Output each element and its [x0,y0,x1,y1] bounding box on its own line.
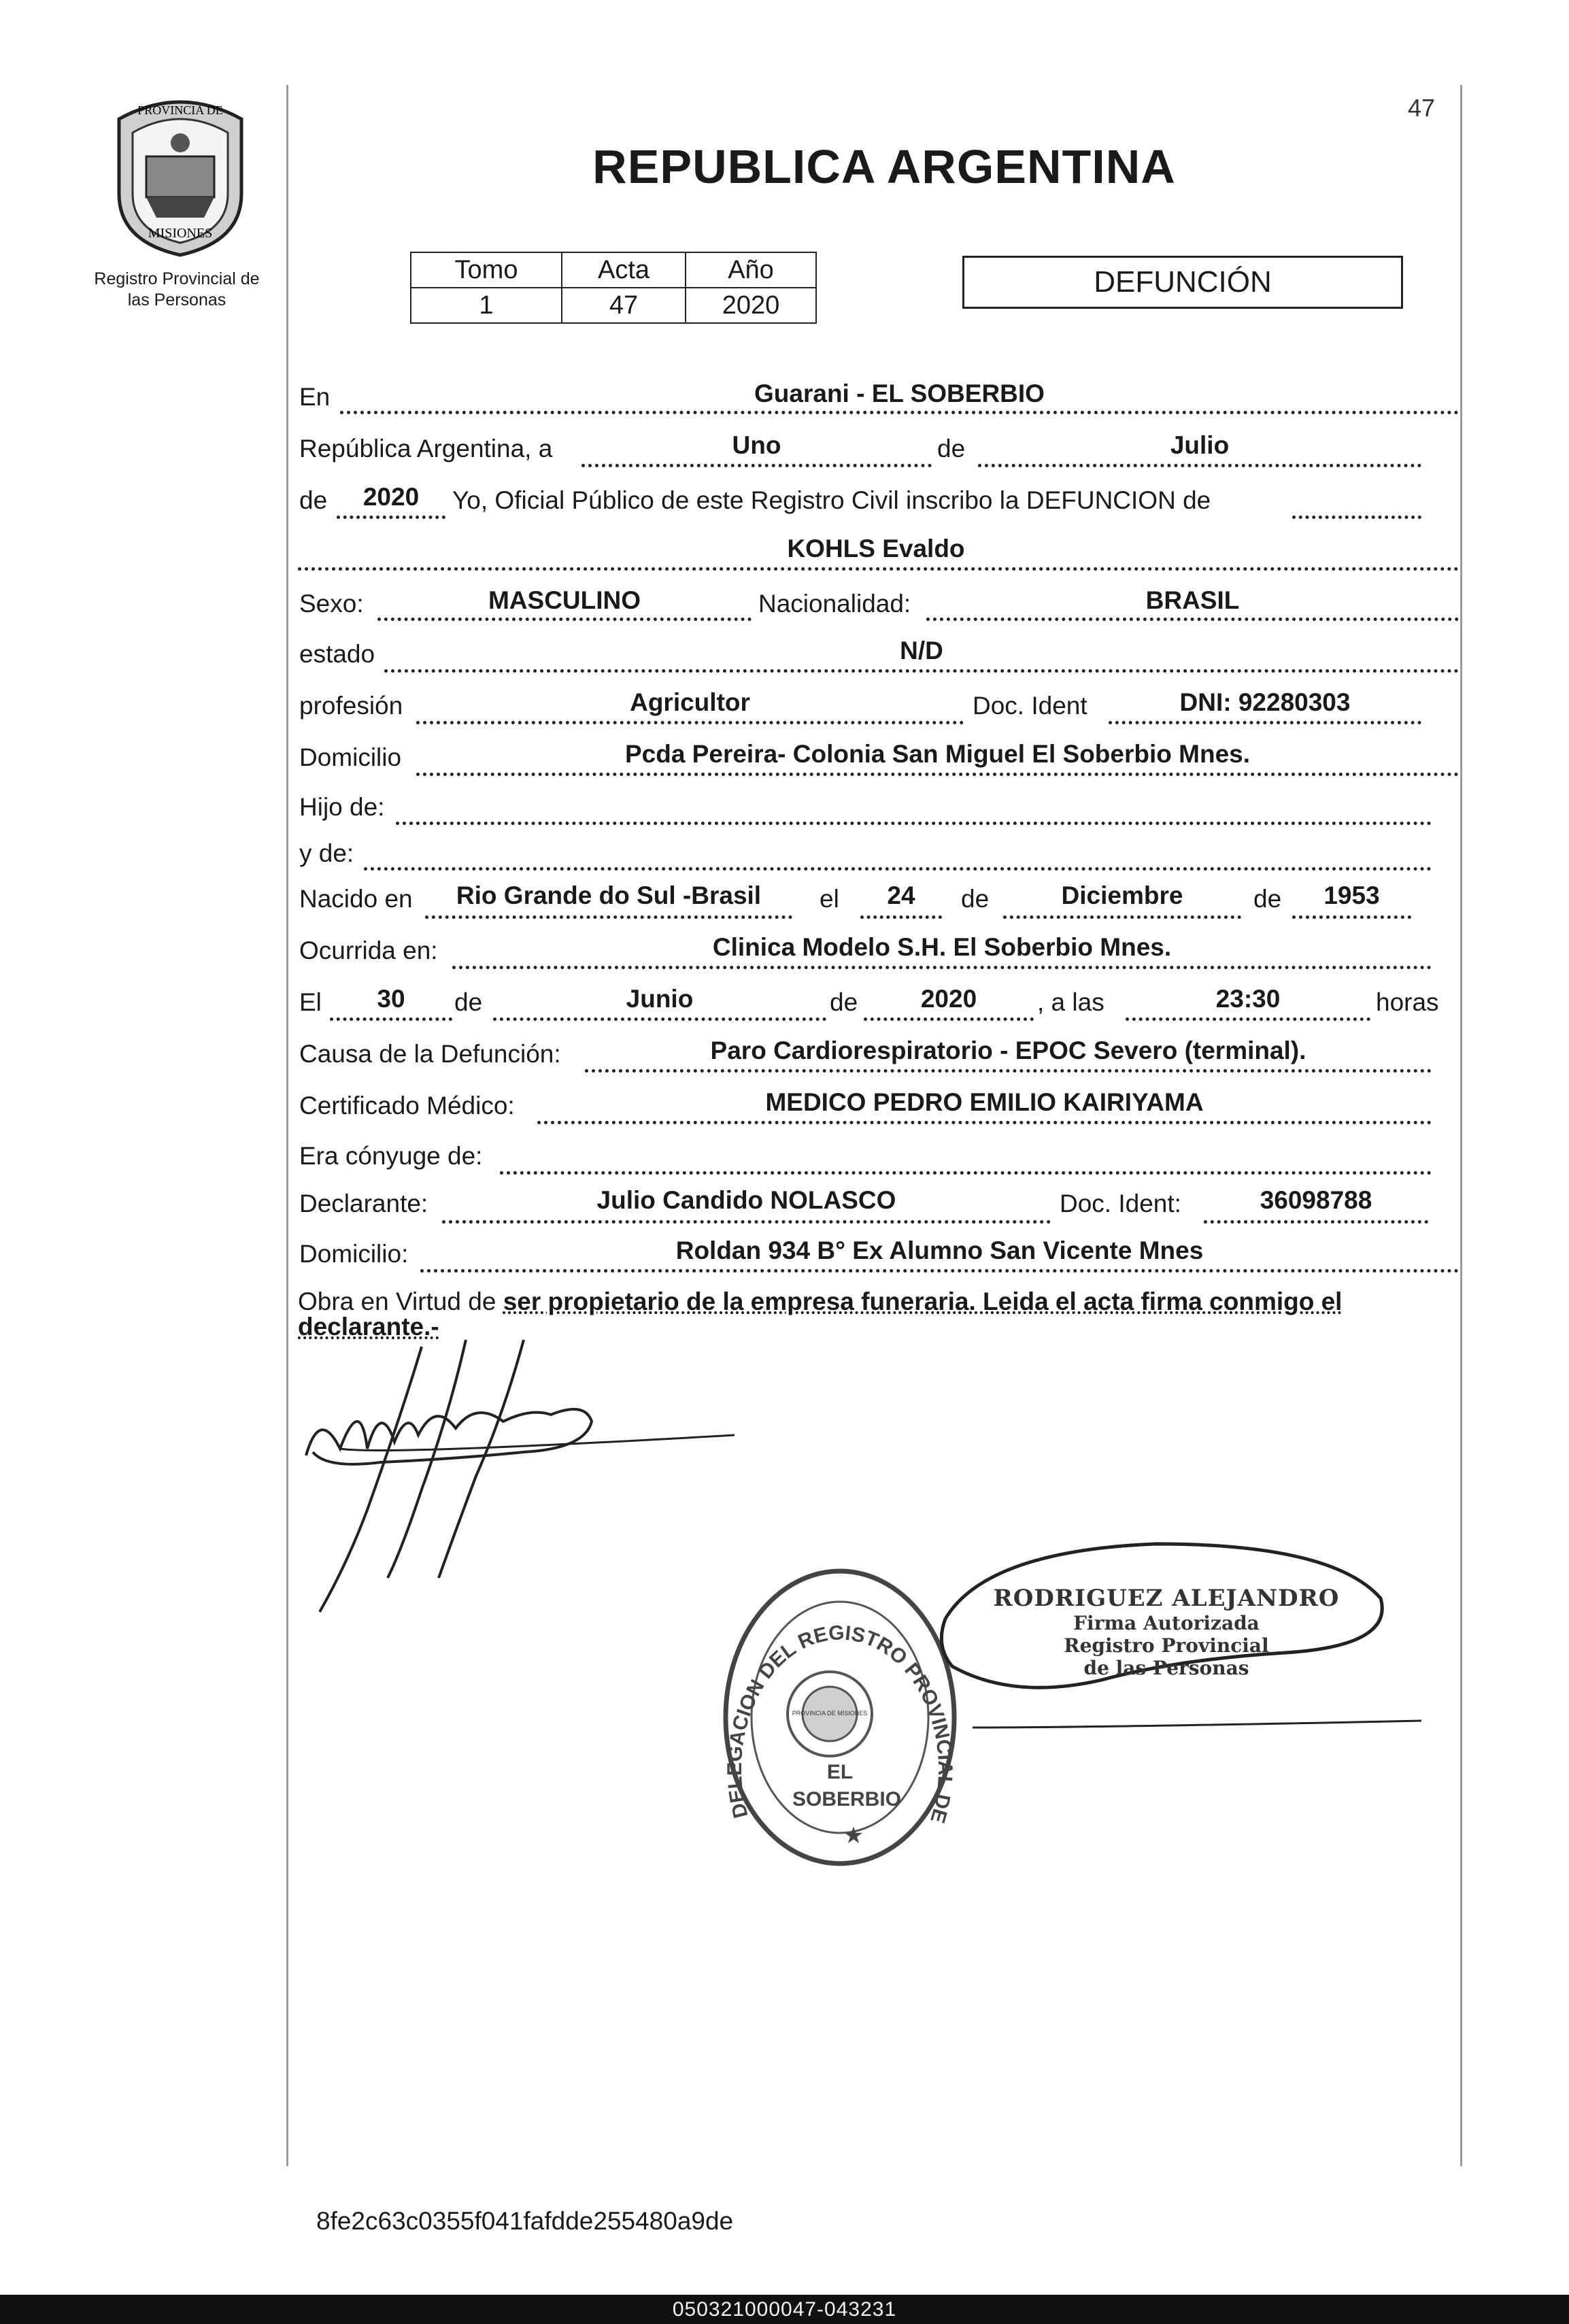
doc-value: DNI: 92280303 [1179,688,1351,716]
de-label: de [937,435,966,462]
dotted-line [1292,915,1411,919]
record-type-box: DEFUNCIÓN [962,256,1403,309]
nacionalidad-value: BRASIL [1145,586,1240,614]
birth-month: Diciembre [1061,881,1183,909]
registry-name-line2: las Personas [127,290,226,309]
registry-name [65,269,289,311]
misiones-coat-of-arms-icon [109,92,252,258]
rep-label: República Argentina, a [299,435,553,462]
sexo-label: Sexo: [299,590,364,618]
domicilio-label: Domicilio [299,743,402,771]
profesion-label: profesión [299,692,403,720]
estado-label: estado [299,640,375,668]
declarante-label: Declarante: [299,1190,428,1217]
dotted-line [298,567,1459,571]
record-table [410,252,817,324]
cert-label: Certificado Médico: [299,1092,515,1119]
dotted-line [452,966,1432,969]
causa-label: Causa de la Defunción: [299,1040,561,1068]
registry-stamp [706,1540,966,1877]
left-margin-line [286,85,288,2166]
acta-header: Acta [562,252,686,288]
dotted-line [425,915,792,919]
page-number: 47 [1408,94,1436,122]
stamp-star-icon: ★ [843,1823,864,1849]
cert-value: MEDICO PEDRO EMILIO KAIRIYAMA [765,1088,1204,1116]
death-year: 2020 [920,985,977,1013]
logo-text-top: PROVINCIA DE [137,103,223,117]
dotted-line [340,411,1459,414]
hijo-label: Hijo de: [299,793,385,821]
dotted-line [442,1220,1051,1224]
stamp-ring-text: DELEGACION DEL REGISTRO PROVINCIAL DE LAS PERSONAS [706,1540,957,1826]
document-hash: 8fe2c63c0355f041fafdde255480a9de [316,2207,734,2235]
page-title: REPUBLICA ARGENTINA [592,140,1176,193]
stamp-center-line2: SOBERBIO [792,1788,902,1811]
dotted-line [420,1269,1459,1273]
tomo-value: 1 [411,288,562,323]
nacido-label: Nacido en [299,885,413,913]
dotted-line [978,464,1421,467]
doc-label: Doc. Ident [973,692,1087,720]
official-title: Firma Autorizada [1073,1612,1260,1634]
dotted-line [1126,1017,1370,1021]
dotted-line [337,516,445,519]
dotted-line [581,464,932,467]
dotted-line [1109,721,1421,724]
stamp-center-line1: EL [826,1761,854,1783]
declarante-value: Julio Candido NOLASCO [596,1186,896,1214]
dotted-line [926,618,1459,621]
year-value: 2020 [362,483,420,511]
registry-name-line1: Registro Provincial de [94,269,260,288]
dotted-line [1003,915,1241,919]
causa-value: Paro Cardiorespiratorio - EPOC Severo (terminal). [710,1037,1306,1064]
official-name: RODRIGUEZ ALEJANDRO [993,1585,1340,1612]
de-label: de [454,988,483,1016]
dotted-line [1204,1220,1428,1224]
alas-label: , a las [1037,988,1104,1016]
day-value: Uno [732,431,781,459]
de-label: de [299,486,328,514]
place-value: Guarani - EL SOBERBIO [754,380,1045,407]
dotted-line [384,669,1459,673]
horas-label: horas [1376,988,1439,1016]
sexo-value: MASCULINO [488,586,641,614]
ocurrida-label: Ocurrida en: [299,937,438,964]
nacionalidad-label: Nacionalidad: [758,590,911,618]
domicilio2-value: Roldan 934 B° Ex Alumno San Vicente Mnes [675,1236,1204,1264]
nacido-value: Rio Grande do Sul -Brasil [456,881,762,909]
right-margin-line [1460,85,1462,2166]
dotted-line [330,1017,452,1021]
dotted-line [1292,516,1421,519]
birth-day: 24 [887,881,915,909]
dotted-line [860,915,942,919]
month-value: Julio [1170,431,1230,459]
dotted-line [585,1069,1432,1073]
declarant-signature [299,1333,748,1619]
obra-value: ser propietario de la empresa funeraria. Leida el acta firma conmigo el declarante.- [298,1287,1343,1341]
dotted-line [500,1171,1432,1175]
stamp-seal-text: PROVINCIA DE MISIONES [792,1710,868,1717]
birth-year: 1953 [1323,881,1380,909]
obra-paragraph [298,1289,1454,1339]
anio-header: Año [686,252,816,288]
de-label: de [961,885,990,913]
doc2-label: Doc. Ident: [1060,1190,1181,1217]
de-label: de [830,988,858,1016]
obra-label: Obra en Virtud de [298,1287,496,1315]
dotted-line [493,1017,826,1021]
estado-value: N/D [900,637,943,664]
official-stamp-text [986,1585,1347,1679]
official-org-line1: Registro Provincial [1064,1634,1269,1657]
death-month: Junio [626,985,694,1013]
dotted-line [364,867,1432,871]
dotted-line [537,1121,1432,1124]
dotted-line [864,1017,1034,1021]
inscribo-text: Yo, Oficial Público de este Registro Civil inscribo la DEFUNCION de [452,486,1211,514]
el-label: el [820,885,839,913]
death-el-label: El [299,988,322,1016]
acta-value: 47 [562,288,686,323]
en-label: En [299,383,331,411]
ocurrida-value: Clinica Modelo S.H. El Soberbio Mnes. [712,933,1172,961]
anio-value: 2020 [686,288,816,323]
logo-text-bottom: MISIONES [148,226,213,241]
conyuge-label: Era cónyuge de: [299,1142,483,1170]
doc2-value: 36098788 [1260,1186,1372,1214]
footer-id-bar: 050321000047-043231 [0,2295,1569,2324]
profesion-value: Agricultor [630,688,750,716]
death-time: 23:30 [1215,985,1281,1013]
domicilio2-label: Domicilio: [299,1240,409,1268]
tomo-header: Tomo [411,252,562,288]
dotted-line [377,618,752,621]
dotted-line [416,721,964,724]
domicilio-value: Pcda Pereira- Colonia San Miguel El Soberbio Mnes. [624,740,1251,768]
death-day: 30 [377,985,405,1013]
deceased-name: KOHLS Evaldo [787,535,965,562]
yde-label: y de: [299,839,354,867]
dotted-line [416,773,1459,776]
dotted-line [396,822,1432,825]
de-label: de [1253,885,1282,913]
official-org-line2: de las Personas [1083,1657,1249,1679]
